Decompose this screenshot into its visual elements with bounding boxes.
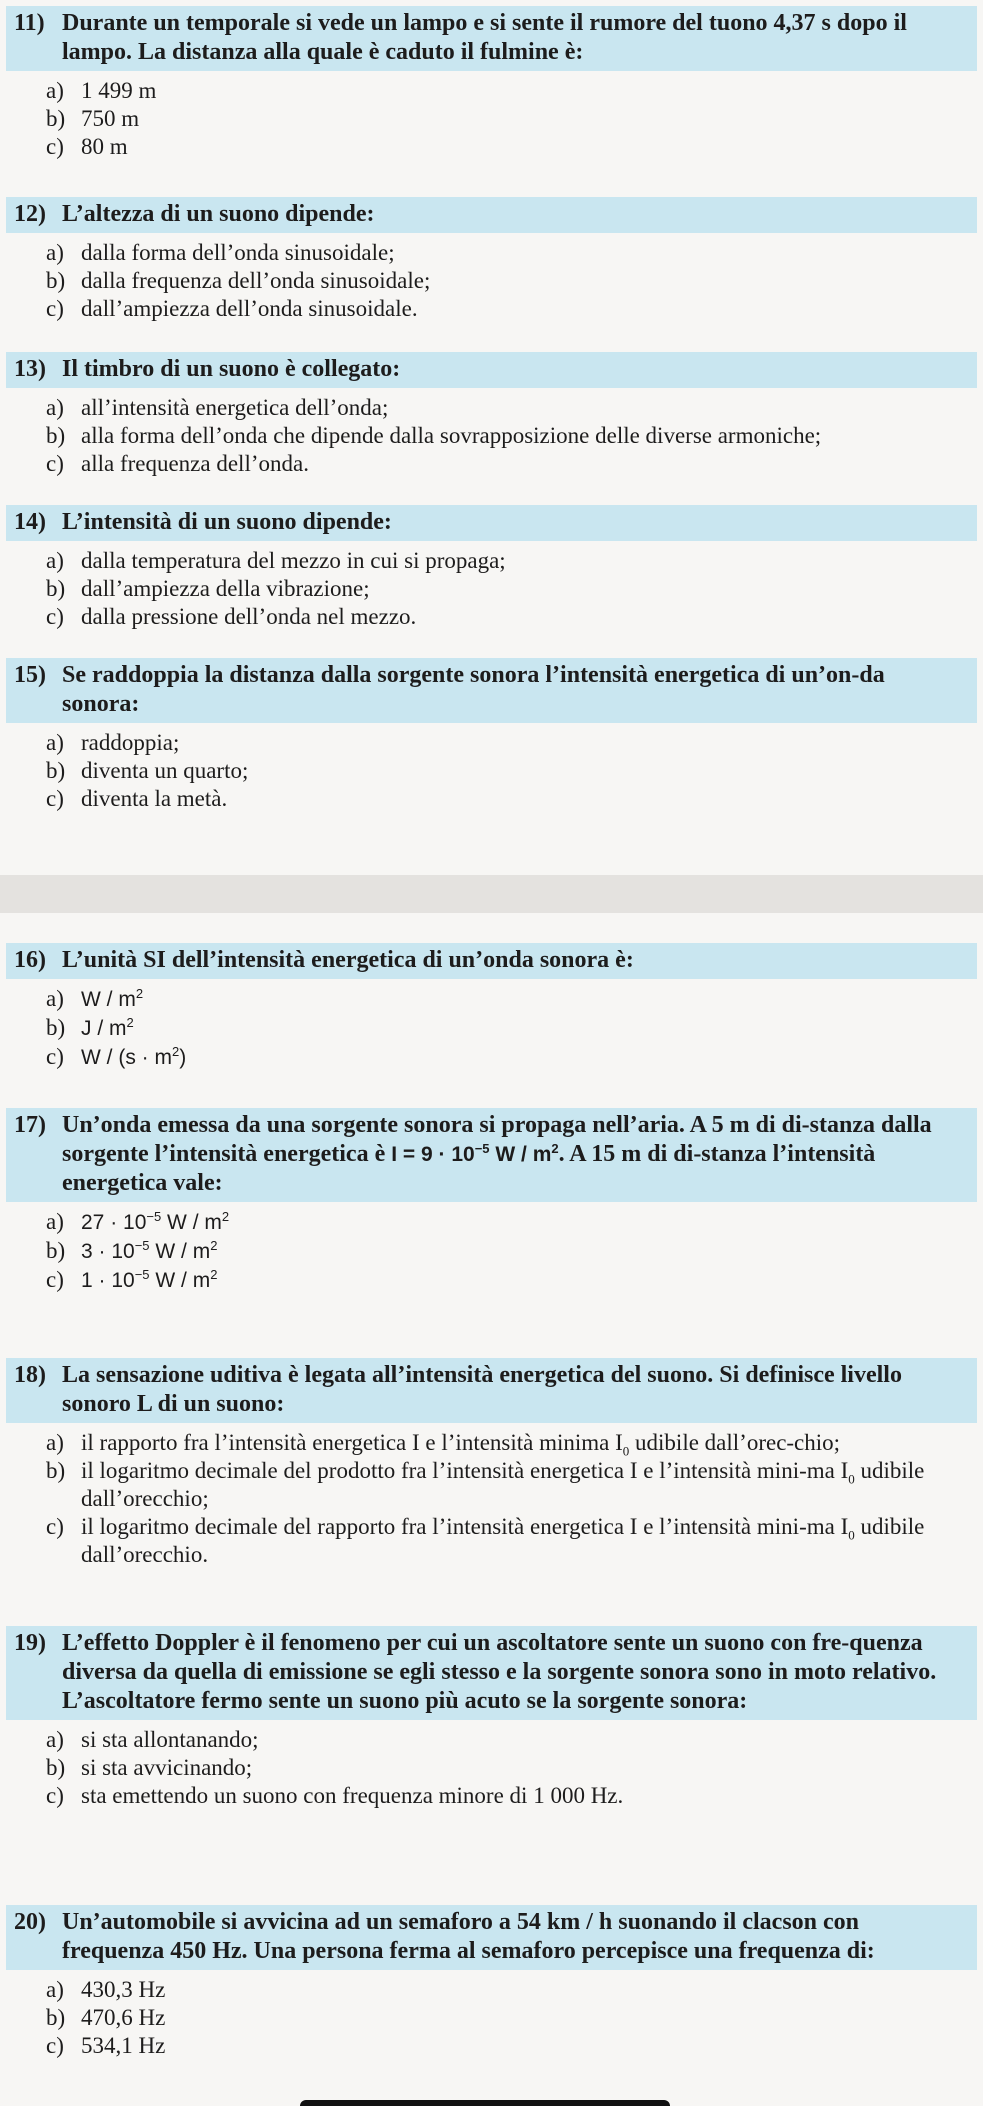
formula-unit: W / m <box>489 1143 552 1166</box>
formula-base: J / m <box>81 1017 127 1040</box>
formula-base: 27 · 10 <box>81 1211 147 1234</box>
options-list <box>6 729 977 813</box>
option-a <box>6 985 977 1014</box>
question-text: L’effetto Doppler è il fenomeno per cui un ascoltatore sente un suono con fre-quenza diversa da quella di emissione se egli stesso e la sorgente sonora sono in moto relativo. <box>62 1630 937 1685</box>
option-a <box>6 1208 977 1237</box>
option-letter: c) <box>46 134 64 159</box>
question-formula <box>391 1143 558 1166</box>
option-a <box>6 239 977 267</box>
option-letter: a) <box>46 548 64 573</box>
question-text: Durante un temporale si vede un lampo e si sente il rumore del tuono 4,37 s dopo il lampo. La distanza alla quale è caduto il fulmine è: <box>62 10 907 65</box>
option-letter: c) <box>46 1783 64 1808</box>
question-text: Se raddoppia la distanza dalla sorgente sonora l’intensità energetica di un’on-da sonora: <box>62 662 885 717</box>
option-formula <box>81 1240 217 1263</box>
option-formula <box>81 1211 229 1234</box>
option-letter: c) <box>46 451 64 476</box>
options-list <box>6 1429 977 1569</box>
option-text-tail: udibile dall’orecchio; <box>81 1458 925 1511</box>
option-text: dalla frequenza dell’onda sinusoidale; <box>81 268 431 293</box>
question-19 <box>6 1626 977 1810</box>
question-17 <box>6 1108 977 1295</box>
option-c <box>6 133 977 161</box>
question-header <box>6 1108 977 1202</box>
question-text-part: Un’onda emessa da una sorgente sonora si propaga nell’aria. A 5 m di di-stanza dalla sorgente l’intensità energetica è <box>62 1112 932 1167</box>
question-number: 12) <box>14 201 46 227</box>
options-list <box>6 1976 977 2060</box>
question-14 <box>6 505 977 631</box>
formula-unit: W / m <box>149 1240 211 1263</box>
formula-exponent: −5 <box>134 1267 150 1282</box>
option-formula <box>81 1046 186 1069</box>
question-18 <box>6 1358 977 1569</box>
question-number: 15) <box>14 662 46 688</box>
option-c <box>6 2032 977 2060</box>
option-text: 534,1 Hz <box>81 2033 166 2058</box>
option-text: dall’ampiezza dell’onda sinusoidale. <box>81 296 418 321</box>
option-letter: c) <box>46 1514 64 1539</box>
formula-exponent: −5 <box>146 1209 162 1224</box>
question-number: 17) <box>14 1112 46 1138</box>
question-number: 11) <box>14 10 45 36</box>
option-text: 80 m <box>81 134 128 159</box>
question-header <box>6 658 977 723</box>
option-b <box>6 422 977 450</box>
option-letter: a) <box>46 1977 64 2002</box>
formula-unit-exponent: 2 <box>551 1141 559 1156</box>
option-letter: c) <box>46 2033 64 2058</box>
option-a <box>6 1726 977 1754</box>
option-c <box>6 785 977 813</box>
option-text: dalla forma dell’onda sinusoidale; <box>81 240 395 265</box>
formula-exponent: 2 <box>135 986 144 1001</box>
option-c <box>6 1513 977 1569</box>
option-letter: a) <box>46 730 64 755</box>
question-header <box>6 505 977 541</box>
formula-base: I = 9 · 10 <box>391 1143 475 1166</box>
option-c <box>6 295 977 323</box>
question-15 <box>6 658 977 813</box>
formula-exponent: 2 <box>171 1044 180 1059</box>
formula-tail: ) <box>179 1046 187 1069</box>
options-list <box>6 394 977 478</box>
option-b <box>6 1237 977 1266</box>
option-letter: c) <box>46 786 64 811</box>
option-text-tail: udibile dall’orec-chio; <box>629 1430 841 1455</box>
option-text: raddoppia; <box>81 730 180 755</box>
option-formula <box>81 988 143 1011</box>
formula-exponent: −5 <box>134 1238 150 1253</box>
option-letter: c) <box>46 1044 64 1069</box>
question-header <box>6 352 977 388</box>
option-text: 1 499 m <box>81 78 157 103</box>
option-letter: a) <box>46 986 64 1011</box>
option-letter: b) <box>46 2005 66 2030</box>
options-list <box>6 1726 977 1810</box>
option-letter: c) <box>46 604 64 629</box>
question-text: L’unità SI dell’intensità energetica di un’onda sonora è: <box>62 947 634 973</box>
question-text: Un’automobile si avvicina ad un semaforo a 54 km / h suonando il clacson con frequenza 450 Hz. Una persona ferma al semaforo percepisce una frequenza di: <box>62 1909 875 1964</box>
question-number: 19) <box>14 1630 46 1656</box>
option-text: alla forma dell’onda che dipende dalla sovrapposizione delle diverse armoniche; <box>81 423 822 448</box>
option-text: all’intensità energetica dell’onda; <box>81 395 389 420</box>
question-header <box>6 1626 977 1720</box>
option-a <box>6 729 977 757</box>
option-c <box>6 1782 977 1810</box>
formula-exponent: 2 <box>126 1015 134 1030</box>
option-text: il rapporto fra l’intensità energetica I e l’intensità minima I <box>81 1430 623 1455</box>
option-letter: b) <box>46 1238 66 1263</box>
option-subscript: 0 <box>622 1443 630 1459</box>
option-letter: b) <box>46 1015 66 1040</box>
option-text: si sta avvicinando; <box>81 1755 253 1780</box>
question-11 <box>6 6 977 161</box>
question-header <box>6 1905 977 1970</box>
option-c <box>6 1266 977 1295</box>
question-number: 20) <box>14 1909 46 1935</box>
formula-unit: W / m <box>161 1211 222 1234</box>
option-text: 430,3 Hz <box>81 1977 166 2002</box>
option-letter: b) <box>46 1755 66 1780</box>
option-b <box>6 575 977 603</box>
option-text: 750 m <box>81 106 140 131</box>
option-c <box>6 1043 977 1072</box>
option-letter: a) <box>46 395 64 420</box>
question-header <box>6 1358 977 1423</box>
question-13 <box>6 352 977 478</box>
option-b <box>6 1754 977 1782</box>
option-letter: b) <box>46 268 66 293</box>
formula-base: 3 · 10 <box>81 1240 135 1263</box>
formula-unit: W / m <box>149 1269 211 1292</box>
option-letter: a) <box>46 240 64 265</box>
option-text: il logaritmo decimale del prodotto fra l’intensità energetica I e l’intensità mini-ma I <box>81 1458 849 1483</box>
option-a <box>6 1429 977 1457</box>
option-subscript: 0 <box>848 1527 855 1543</box>
formula-unit-exponent: 2 <box>210 1238 218 1253</box>
formula-exponent: −5 <box>474 1141 490 1156</box>
question-text: L’intensità di un suono dipende: <box>62 509 392 535</box>
option-text: dall’ampiezza della vibrazione; <box>81 576 370 601</box>
option-text-tail: udibile dall’orecchio. <box>81 1514 925 1567</box>
question-number: 14) <box>14 509 46 535</box>
option-letter: a) <box>46 1430 64 1455</box>
option-letter: b) <box>46 106 66 131</box>
question-subtext: L’ascoltatore fermo sente un suono più acuto se la sorgente sonora: <box>62 1688 748 1714</box>
page-bottom <box>0 913 983 2106</box>
options-list <box>6 77 977 161</box>
option-letter: a) <box>46 78 64 103</box>
option-text: sta emettendo un suono con frequenza minore di 1 000 Hz. <box>81 1783 624 1808</box>
options-list <box>6 985 977 1072</box>
option-b <box>6 757 977 785</box>
question-header <box>6 6 977 71</box>
option-text: 470,6 Hz <box>81 2005 166 2030</box>
question-header <box>6 197 977 233</box>
question-text: La sensazione uditiva è legata all’intensità energetica del suono. Si definisce livello sonoro L di un suono: <box>62 1362 902 1417</box>
option-text: dalla pressione dell’onda nel mezzo. <box>81 604 417 629</box>
option-formula <box>81 1017 134 1040</box>
option-b <box>6 267 977 295</box>
formula-base: W / (s · m <box>81 1046 172 1069</box>
option-text: alla frequenza dell’onda. <box>81 451 309 476</box>
option-text: si sta allontanando; <box>81 1727 259 1752</box>
option-text: diventa la metà. <box>81 786 228 811</box>
option-a <box>6 77 977 105</box>
question-number: 16) <box>14 947 46 973</box>
option-b <box>6 2004 977 2032</box>
option-letter: a) <box>46 1209 64 1234</box>
question-header <box>6 943 977 979</box>
option-text: dalla temperatura del mezzo in cui si propaga; <box>81 548 506 573</box>
option-b <box>6 105 977 133</box>
options-list <box>6 1208 977 1295</box>
option-letter: c) <box>46 296 64 321</box>
page-top <box>0 0 983 875</box>
home-indicator-bar <box>300 2100 670 2106</box>
option-b <box>6 1014 977 1043</box>
question-text <box>62 1111 967 1198</box>
formula-unit-exponent: 2 <box>221 1209 230 1224</box>
option-a <box>6 394 977 422</box>
option-c <box>6 603 977 631</box>
options-list <box>6 239 977 323</box>
option-formula <box>81 1269 217 1292</box>
options-list <box>6 547 977 631</box>
formula-base: 1 · 10 <box>81 1269 135 1292</box>
option-letter: a) <box>46 1727 64 1752</box>
option-letter: b) <box>46 576 66 601</box>
question-text: L’altezza di un suono dipende: <box>62 201 375 227</box>
option-b <box>6 1457 977 1513</box>
question-number: 18) <box>14 1362 46 1388</box>
formula-base: W / m <box>81 988 136 1011</box>
option-letter: c) <box>46 1267 64 1292</box>
question-20 <box>6 1905 977 2060</box>
option-letter: b) <box>46 758 66 783</box>
question-12 <box>6 197 977 323</box>
option-c <box>6 450 977 478</box>
option-a <box>6 547 977 575</box>
question-number: 13) <box>14 356 46 382</box>
option-letter: b) <box>46 1458 66 1483</box>
option-letter: b) <box>46 423 66 448</box>
option-subscript: 0 <box>848 1471 855 1487</box>
question-text-part: . A 15 m di di-stanza l’intensità energetica vale: <box>62 1141 876 1196</box>
option-text: diventa un quarto; <box>81 758 249 783</box>
option-a <box>6 1976 977 2004</box>
question-text: Il timbro di un suono è collegato: <box>62 356 401 382</box>
formula-unit-exponent: 2 <box>210 1267 218 1282</box>
option-text: il logaritmo decimale del rapporto fra l’intensità energetica I e l’intensità mini-ma I <box>81 1514 849 1539</box>
question-16 <box>6 943 977 1072</box>
